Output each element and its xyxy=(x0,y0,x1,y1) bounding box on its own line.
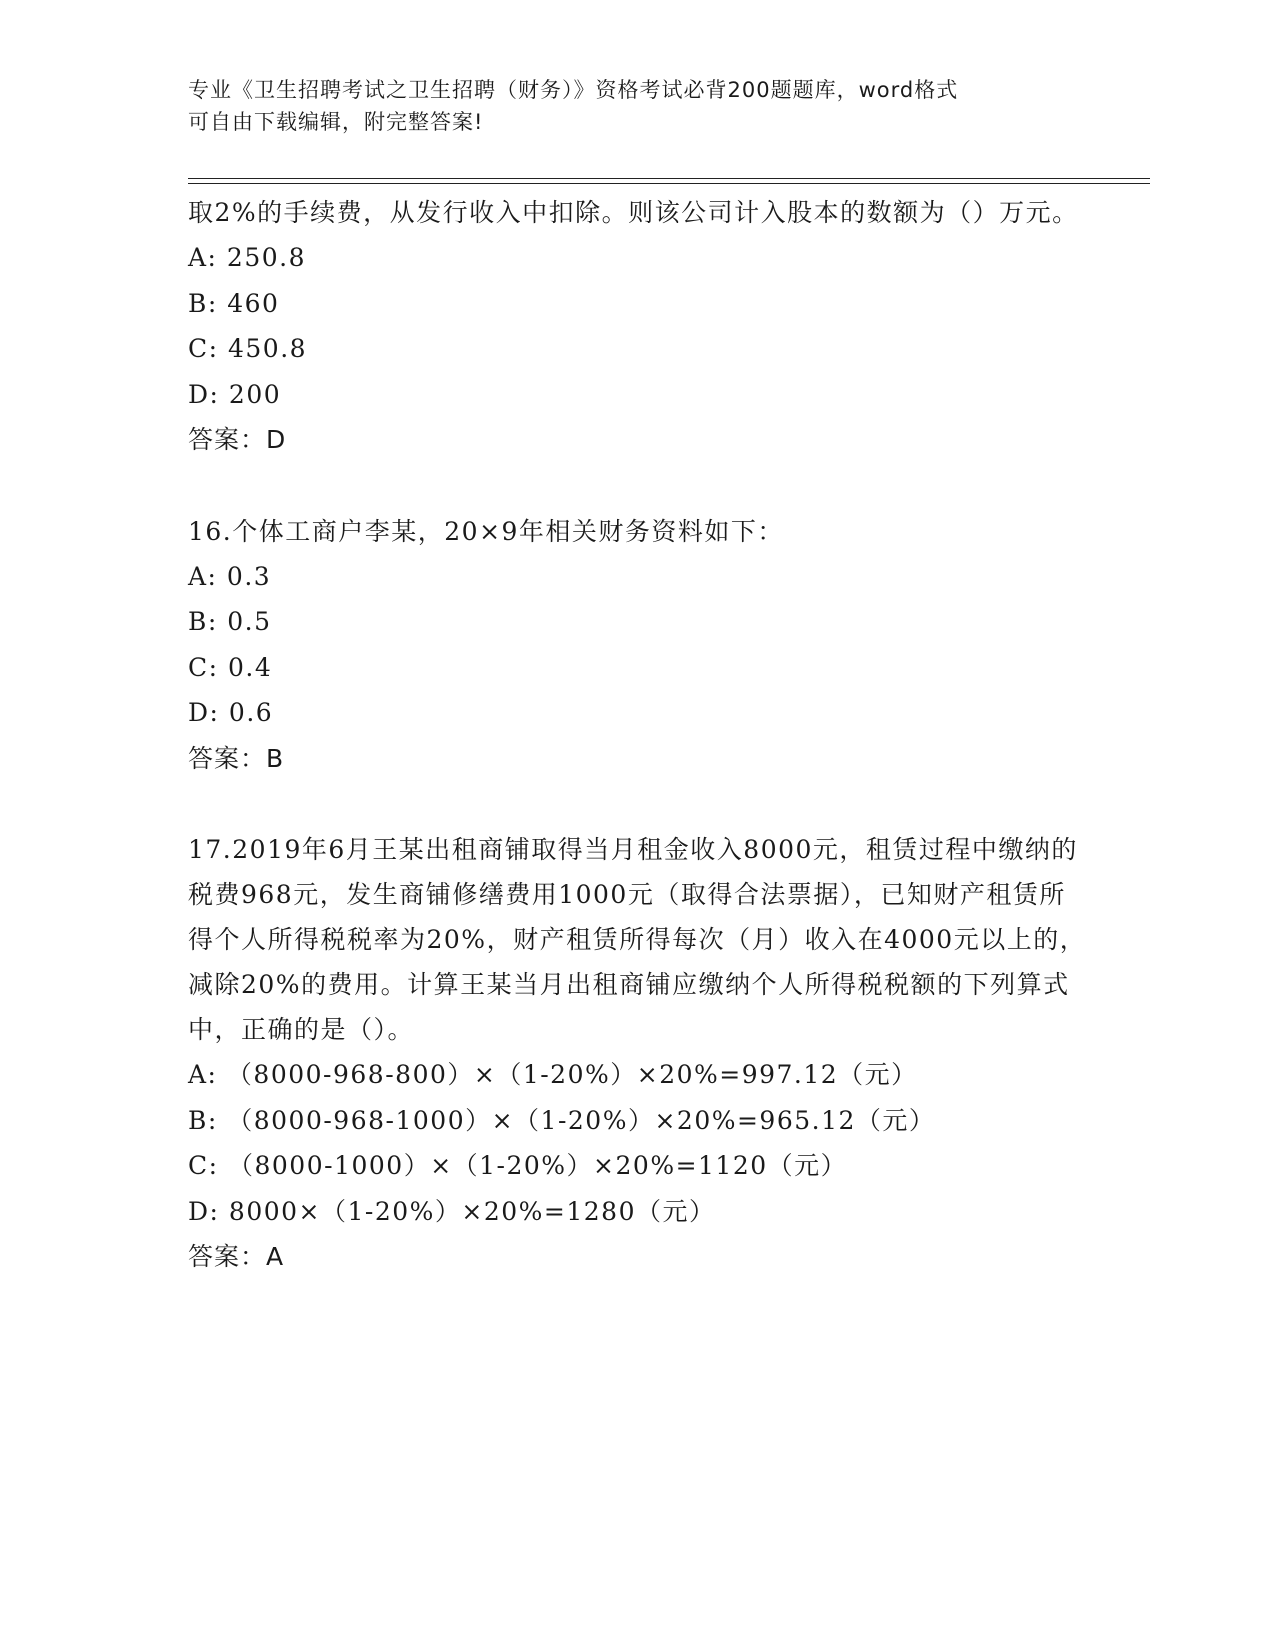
question-stem: 取2%的手续费，从发行收入中扣除。则该公司计入股本的数额为（）万元。 xyxy=(188,198,1079,227)
question-spacer xyxy=(188,463,1088,509)
option-a: A: 0.3 xyxy=(188,561,272,591)
option-a: A: （8000-968-800）×（1-20%）×20%=997.12（元） xyxy=(188,1060,918,1089)
question-15 xyxy=(188,190,1088,463)
option-d: D: 0.6 xyxy=(188,698,274,727)
option-c: C: 0.4 xyxy=(188,652,273,682)
option-b: B: 0.5 xyxy=(188,607,272,636)
answer-label: 答案：B xyxy=(188,743,285,773)
question-17 xyxy=(188,827,1088,1280)
question-stem: 17.2019年6月王某出租商铺取得当月租金收入8000元，租赁过程中缴纳的税费968元，发生商铺修缮费用1000元（取得合法票据），已知财产租赁所得个人所得税税率为20%，财产租赁所得每次（月）收入在4000元以上的，减除20%的费用。计算王某当月出租商铺应缴纳个人所得税税额的下列算式中，正确的是（）。 xyxy=(188,835,1087,1044)
option-d: D: 8000×（1-20%）×20%=1280（元） xyxy=(188,1196,716,1226)
option-c: C: 450.8 xyxy=(188,334,308,363)
header-title-line-1: 专业《卫生招聘考试之卫生招聘（财务）》资格考试必背200题题库，word格式 xyxy=(188,78,959,102)
option-b: B: （8000-968-1000）×（1-20%）×20%=965.12（元） xyxy=(188,1105,936,1135)
header-title-line-2: 可自由下载编辑，附完整答案! xyxy=(188,110,484,134)
option-a: A: 250.8 xyxy=(188,243,306,272)
question-spacer xyxy=(188,781,1088,827)
document-header xyxy=(188,74,1068,138)
header-divider-top xyxy=(188,178,1150,179)
answer-label: 答案：A xyxy=(188,1242,285,1271)
option-c: C: （8000-1000）×（1-20%）×20%=1120（元） xyxy=(188,1151,848,1180)
question-list xyxy=(188,190,1088,1280)
option-b: B: 460 xyxy=(188,288,280,318)
answer-label: 答案：D xyxy=(188,425,287,454)
option-d: D: 200 xyxy=(188,379,282,409)
question-stem: 16.个体工商户李某，20×9年相关财务资料如下： xyxy=(188,516,784,546)
header-divider-bottom xyxy=(188,183,1150,184)
question-16 xyxy=(188,509,1088,782)
